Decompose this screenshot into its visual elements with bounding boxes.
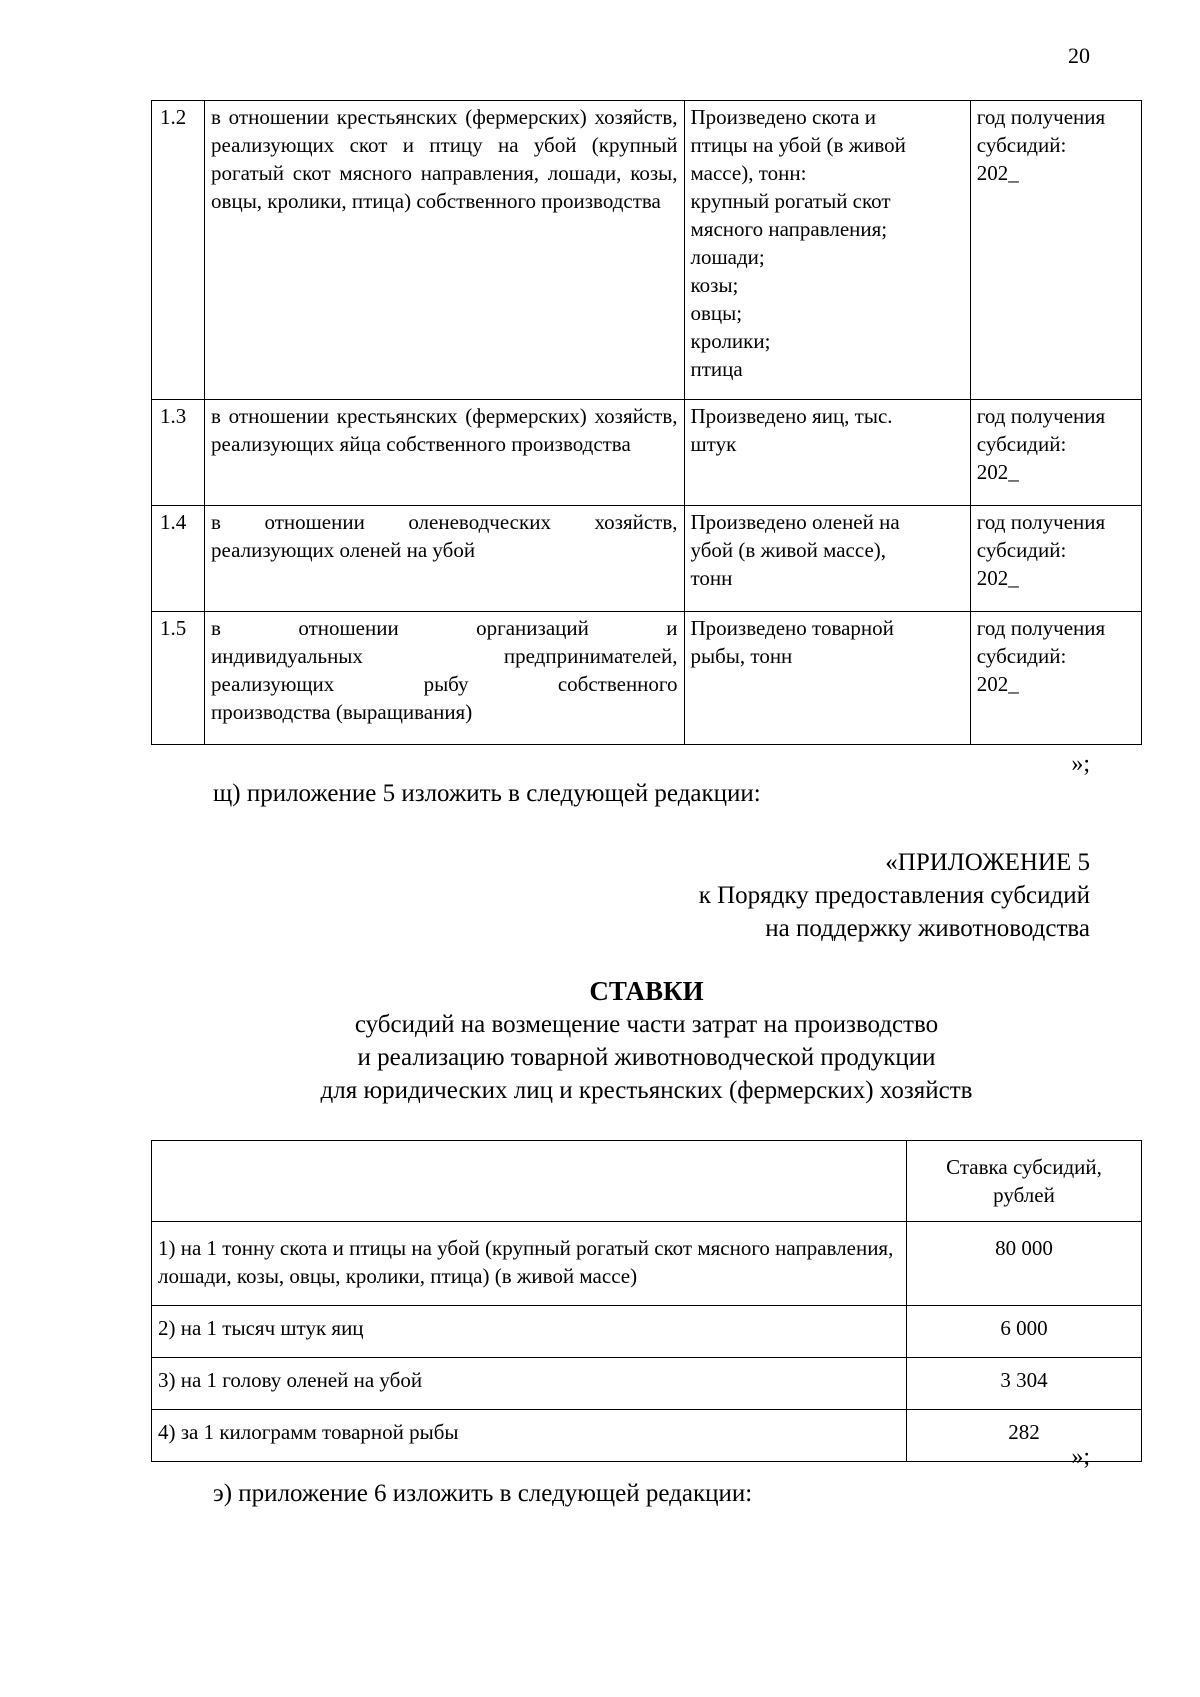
year-line: 202_ bbox=[976, 161, 1019, 185]
indicator-line: штук bbox=[690, 432, 737, 456]
indicator-line: убой (в живой массе), bbox=[690, 538, 887, 562]
year-line: субсидий: bbox=[976, 644, 1067, 668]
rate-value: 6 000 bbox=[907, 1306, 1142, 1358]
row-indicator bbox=[684, 400, 970, 506]
table-row bbox=[152, 506, 1142, 612]
indicator-line: Произведено товарной bbox=[690, 616, 894, 640]
row-indicator bbox=[684, 612, 970, 745]
indicator-line: мясного направления; bbox=[690, 217, 888, 241]
year-line: год получения bbox=[976, 105, 1106, 129]
row-indicator bbox=[684, 101, 970, 400]
table-row bbox=[152, 101, 1142, 400]
row-year bbox=[970, 612, 1141, 745]
page-number: 20 bbox=[1068, 43, 1090, 68]
title-line: и реализацию товарной животноводческой продукции bbox=[357, 1044, 936, 1071]
indicator-line: птицы на убой (в живой bbox=[690, 133, 906, 157]
table-row bbox=[152, 612, 1142, 745]
rate-label: 2) на 1 тысяч штук яиц bbox=[152, 1306, 907, 1358]
table-row bbox=[152, 400, 1142, 506]
rate-value: 282 bbox=[907, 1410, 1142, 1462]
appendix-subtitle: на поддержку животноводства bbox=[765, 915, 1090, 942]
header-rate-cell bbox=[907, 1141, 1142, 1222]
closing-quote: »; bbox=[1071, 751, 1090, 777]
row-year bbox=[970, 400, 1141, 506]
year-line: субсидий: bbox=[976, 432, 1067, 456]
header-line: Ставка субсидий, bbox=[946, 1155, 1102, 1179]
table-row bbox=[152, 1222, 1142, 1306]
title-line: для юридических лиц и крестьянских (фермерских) хозяйств bbox=[320, 1077, 973, 1104]
indicator-line: овцы; bbox=[690, 301, 743, 325]
row-year bbox=[970, 101, 1141, 400]
indicator-line: Произведено яиц, тыс. bbox=[690, 404, 893, 428]
row-description bbox=[205, 612, 684, 745]
indicator-line: кролики; bbox=[690, 329, 771, 353]
indicator-line: массе), тонн: bbox=[690, 161, 807, 185]
description-line: в отношении организаций и bbox=[211, 616, 678, 640]
indicator-line: тонн bbox=[690, 566, 733, 590]
appendix-header bbox=[699, 846, 1090, 945]
rate-value: 80 000 bbox=[907, 1222, 1142, 1306]
row-indicator bbox=[684, 506, 970, 612]
row-number: 1.5 bbox=[152, 612, 205, 745]
document-title bbox=[151, 974, 1142, 1107]
row-number: 1.4 bbox=[152, 506, 205, 612]
header-line: рублей bbox=[993, 1183, 1055, 1207]
rates-table bbox=[151, 1140, 1142, 1462]
indicator-line: птица bbox=[690, 357, 743, 381]
year-line: год получения bbox=[976, 510, 1106, 534]
year-line: 202_ bbox=[976, 672, 1019, 696]
amendment-paragraph: э) приложение 6 изложить в следующей редакции: bbox=[213, 1480, 753, 1507]
indicator-line: Произведено скота и bbox=[690, 105, 876, 129]
year-line: год получения bbox=[976, 404, 1106, 428]
rate-value: 3 304 bbox=[907, 1358, 1142, 1410]
year-line: 202_ bbox=[976, 460, 1019, 484]
row-description: в отношении оленеводческих хозяйств, реализующих оленей на убой bbox=[205, 506, 684, 612]
title-line: субсидий на возмещение части затрат на производство bbox=[354, 1011, 939, 1038]
rate-label: 3) на 1 голову оленей на убой bbox=[152, 1358, 907, 1410]
indicator-line: крупный рогатый скот bbox=[690, 189, 891, 213]
description-line: индивидуальных предпринимателей, bbox=[211, 644, 678, 668]
row-number: 1.2 bbox=[152, 101, 205, 400]
title-heading: СТАВКИ bbox=[589, 976, 704, 1006]
amendment-paragraph: щ) приложение 5 изложить в следующей редакции: bbox=[213, 780, 761, 807]
rate-label: 4) за 1 килограмм товарной рыбы bbox=[152, 1410, 907, 1462]
description-line: производства (выращивания) bbox=[211, 700, 473, 724]
indicators-table bbox=[151, 100, 1142, 745]
table-row bbox=[152, 1410, 1142, 1462]
year-line: субсидий: bbox=[976, 133, 1067, 157]
rate-label: 1) на 1 тонну скота и птицы на убой (крупный рогатый скот мясного направления, лошади, козы, овцы, кролики, птица) (в живой массе) bbox=[152, 1222, 907, 1306]
row-description: в отношении крестьянских (фермерских) хозяйств, реализующих яйца собственного производства bbox=[205, 400, 684, 506]
table-row bbox=[152, 1358, 1142, 1410]
indicator-line: Произведено оленей на bbox=[690, 510, 900, 534]
row-year bbox=[970, 506, 1141, 612]
indicator-line: лошади; bbox=[690, 245, 765, 269]
row-number: 1.3 bbox=[152, 400, 205, 506]
description-line: реализующих рыбу собственного bbox=[211, 672, 678, 696]
table-row bbox=[152, 1306, 1142, 1358]
indicator-line: рыбы, тонн bbox=[690, 644, 793, 668]
indicator-line: козы; bbox=[690, 273, 739, 297]
header-empty-cell bbox=[152, 1141, 907, 1222]
year-line: 202_ bbox=[976, 566, 1019, 590]
appendix-subtitle: к Порядку предоставления субсидий bbox=[698, 882, 1090, 909]
table-header-row bbox=[152, 1141, 1142, 1222]
appendix-title: «ПРИЛОЖЕНИЕ 5 bbox=[885, 849, 1090, 876]
row-description: в отношении крестьянских (фермерских) хозяйств, реализующих скот и птицу на убой (крупный рогатый скот мясного направления, лошади, козы, овцы, кролики, птица) собственного производства bbox=[205, 101, 684, 400]
closing-quote: »; bbox=[1071, 1444, 1090, 1470]
year-line: субсидий: bbox=[976, 538, 1067, 562]
year-line: год получения bbox=[976, 616, 1106, 640]
